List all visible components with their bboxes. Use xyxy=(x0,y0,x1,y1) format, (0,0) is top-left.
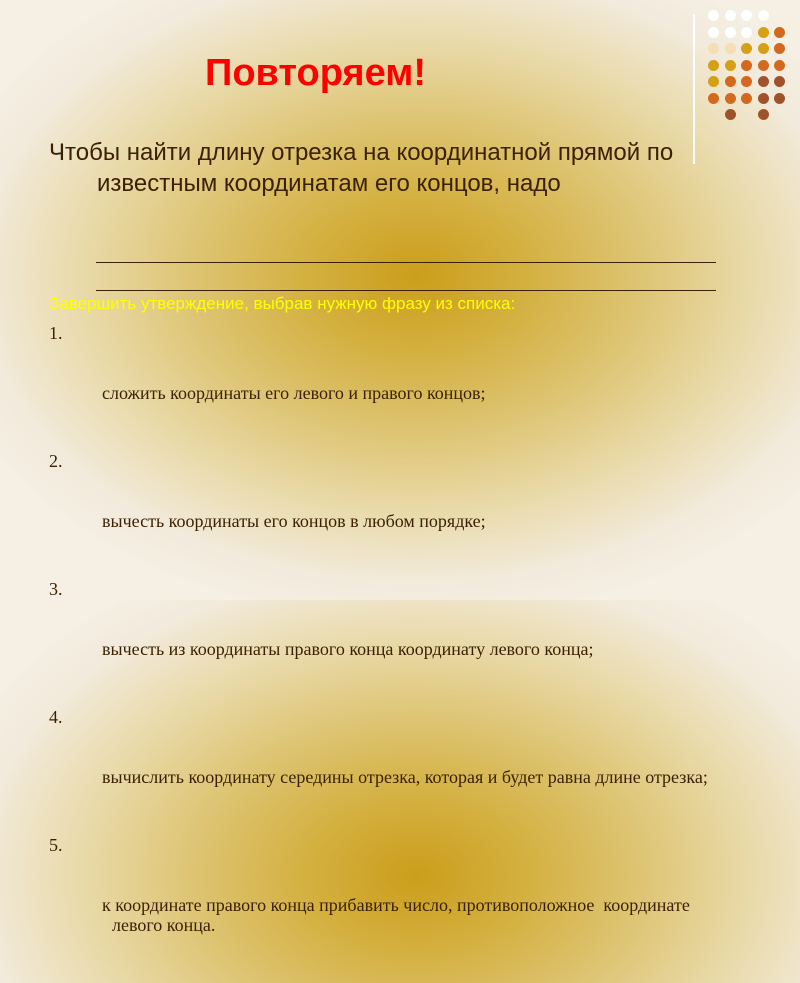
decorative-dot xyxy=(758,93,769,104)
decorative-dot xyxy=(725,10,736,21)
decorative-dot xyxy=(725,76,736,87)
option-item[interactable] xyxy=(49,707,719,827)
option-item[interactable] xyxy=(49,451,719,571)
decorative-dot xyxy=(758,43,769,54)
decorative-dot xyxy=(725,93,736,104)
option-text: сложить координаты его левого и правого концов; xyxy=(102,383,486,403)
decorative-dot xyxy=(741,60,752,71)
decorative-dot xyxy=(725,27,736,38)
option-number: 5. xyxy=(49,835,63,855)
decorative-dot xyxy=(774,27,785,38)
option-text: вычесть координаты его концов в любом порядке; xyxy=(102,511,486,531)
decorative-dot xyxy=(741,10,752,21)
instruction-text: Завершить утверждение, выбрав нужную фразу из списка: xyxy=(49,294,516,313)
option-number: 2. xyxy=(49,451,63,471)
decorative-dot xyxy=(725,60,736,71)
decorative-dot xyxy=(758,60,769,71)
option-number: 1. xyxy=(49,323,63,343)
decorative-dot xyxy=(741,93,752,104)
answer-blank-line xyxy=(96,262,716,263)
decorative-dot xyxy=(758,76,769,87)
slide-title: Повторяем! xyxy=(205,52,426,94)
decorative-dot xyxy=(774,93,785,104)
decorative-dot xyxy=(708,27,719,38)
option-text: вычесть из координаты правого конца координату левого конца; xyxy=(102,639,594,659)
options-list xyxy=(49,323,719,983)
option-item[interactable] xyxy=(49,835,719,975)
decorative-dot xyxy=(708,60,719,71)
option-item[interactable] xyxy=(49,579,719,699)
decorative-dot xyxy=(741,27,752,38)
decorative-dot xyxy=(741,43,752,54)
decorative-dot-grid xyxy=(708,10,788,134)
decorative-dot xyxy=(774,43,785,54)
decorative-dot xyxy=(708,43,719,54)
decorative-dot xyxy=(774,60,785,71)
decorative-dot xyxy=(774,76,785,87)
option-number: 4. xyxy=(49,707,63,727)
decorative-dot xyxy=(725,109,736,120)
option-text: вычислить координату середины отрезка, которая и будет равна длине отрезка; xyxy=(102,767,708,787)
option-text: к координате правого конца прибавить число, противоположное координате левого конца. xyxy=(102,895,695,935)
decorative-dot xyxy=(708,76,719,87)
decorative-dot xyxy=(758,109,769,120)
answer-blank-line xyxy=(96,290,716,291)
decorative-dot xyxy=(758,27,769,38)
decorative-dot xyxy=(708,93,719,104)
decorative-dot xyxy=(708,10,719,21)
option-item[interactable] xyxy=(49,323,719,443)
decorative-dot xyxy=(758,10,769,21)
decorative-dot xyxy=(725,43,736,54)
statement-text: Чтобы найти длину отрезка на координатной прямой по известным координатам его концов, надо xyxy=(49,139,674,197)
option-number: 3. xyxy=(49,579,63,599)
decorative-dot xyxy=(741,76,752,87)
